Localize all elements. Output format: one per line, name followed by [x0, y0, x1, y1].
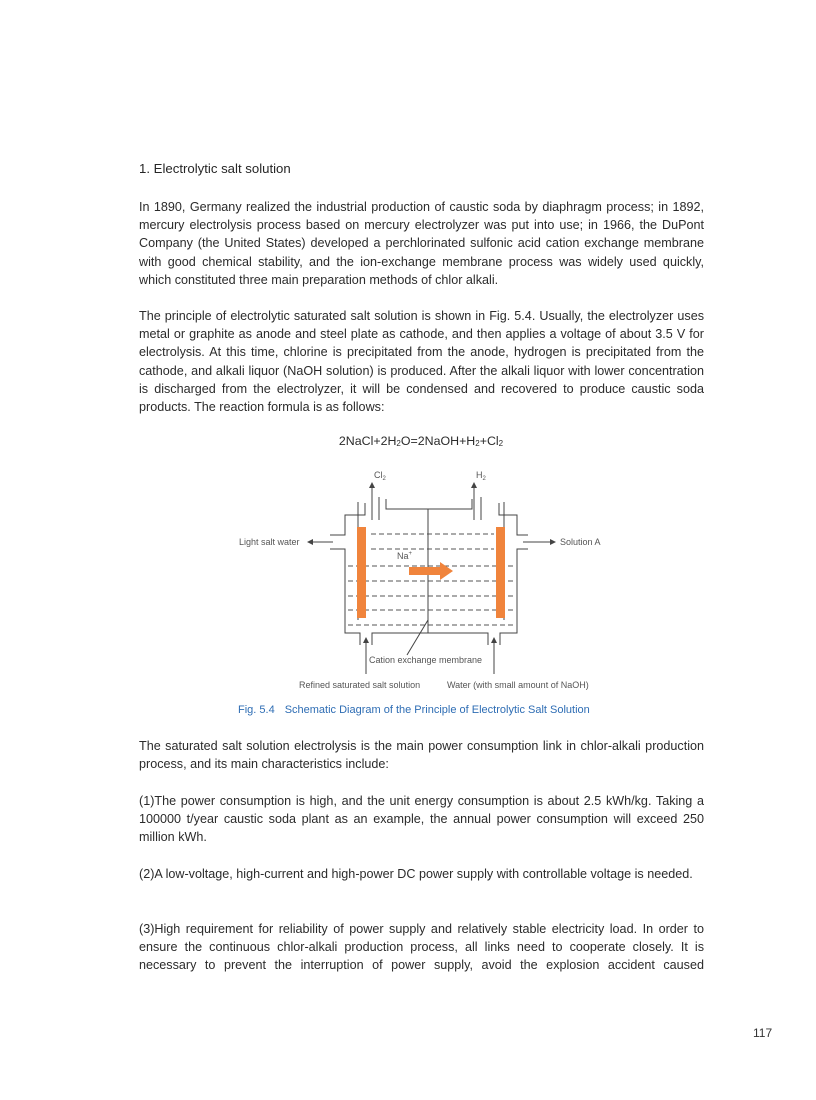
electrolyte-lines	[348, 534, 514, 625]
figure-caption	[238, 704, 590, 716]
formula-part: 2NaCl+2H	[338, 434, 397, 448]
section-heading: 1. Electrolytic salt solution	[139, 161, 291, 176]
tank-lid	[386, 499, 472, 509]
figure-number: Fig. 5.4	[238, 704, 275, 716]
formula-subscript: 2	[498, 439, 504, 448]
formula-part: O=2NaOH+H	[400, 434, 476, 448]
formula-part: +Cl	[479, 434, 499, 448]
formula-subscript: 2	[396, 439, 401, 448]
refined-salt-label: Refined saturated salt solution	[299, 680, 421, 690]
cathode-electrode	[496, 527, 505, 618]
light-salt-water-label: Light salt water	[239, 537, 300, 547]
formula-subscript: 2	[475, 439, 480, 448]
membrane-label: Cation exchange membrane	[369, 655, 483, 665]
tank-right-lower-wall	[500, 549, 528, 645]
list-item-2: (2)A low-voltage, high-current and high-power DC power supply with controllable voltage is needed.	[139, 867, 693, 881]
membrane-pointer	[407, 620, 428, 655]
tank-left-upper-wall	[330, 503, 365, 535]
solution-a-label: Solution A	[560, 537, 601, 547]
anode-electrode	[357, 527, 366, 618]
tank-right-upper-wall	[499, 503, 528, 535]
tank-left-lower-wall	[330, 549, 360, 645]
na-ion-label: Na+	[397, 551, 413, 561]
tank-bottom-center	[372, 633, 488, 645]
h2-label: $H_2$	[476, 470, 486, 482]
paragraph-history: In 1890, Germany realized the industrial production of caustic soda by diaphragm process; in 1892, mercury electrolysis process based on mercury electrolyzer was put into use; in 1966, the DuPont Company (the United States) developed a perchlorinated sulfonic acid cation exchange membrane with good chemical stability, and the ion-exchange membrane process was widely used quickly, which constituted three main preparation methods of chlor alkali.	[139, 200, 704, 287]
figure-title: Schematic Diagram of the Principle of Electrolytic Salt Solution	[284, 704, 590, 716]
list-item-3: (3)High requirement for reliability of power supply and relatively stable electricity load. In order to ensure the continuous chlor-alkali production process, all links need to cooperate closely. It is necessary to prevent the interruption of power supply, avoid the explosion accident caused	[139, 922, 704, 973]
paragraph-characteristics-intro: The saturated salt solution electrolysis is the main power consumption link in chlor-alkali production process, and its main characteristics include:	[139, 739, 704, 772]
paragraph-principle: The principle of electrolytic saturated salt solution is shown in Fig. 5.4. Usually, the electrolyzer uses metal or graphite as anode and steel plate as cathode, and then applies a voltage of about 3.5 V for electrolysis. At this time, chlorine is precipitated from the anode, hydrogen is precipitated from the cathode, and alkali liquor (NaOH solution) is produced. After the alkali liquor with lower concentration is discharged from the electrolyzer, it will be condensed and recovered to produce caustic soda products. The reaction formula is as follows:	[139, 309, 704, 415]
na-ion-arrow	[409, 562, 453, 580]
reaction-formula	[0, 434, 816, 448]
tank-outline	[330, 497, 528, 645]
water-naoh-label: Water (with small amount of NaOH)	[447, 680, 589, 690]
page-number: 117	[753, 1026, 773, 1040]
cl2-label: $Cl_2$	[374, 470, 386, 482]
list-item-1: (1)The power consumption is high, and the unit energy consumption is about 2.5 kWh/kg. Taking a 100000 t/year caustic soda plant as an example, the annual power consumption will exceed 250 million kWh.	[139, 794, 704, 845]
